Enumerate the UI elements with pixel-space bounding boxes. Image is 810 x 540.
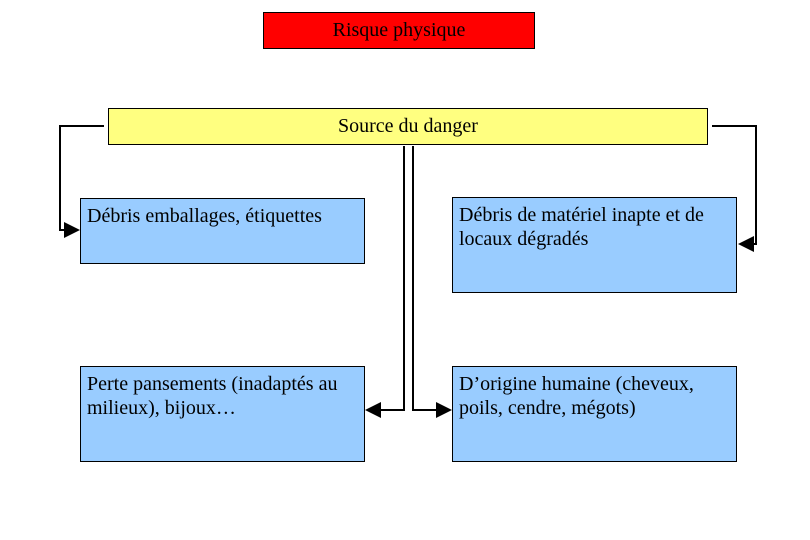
connector-center-left — [367, 146, 404, 410]
box-debris-materiel-text: Débris de matériel inapte et de locaux dégradés — [459, 204, 704, 250]
title-text: Risque physique — [332, 19, 466, 41]
box-origine-humaine-text: D’origine humaine (cheveux, poils, cendre, mégots) — [459, 373, 694, 419]
connector-center-right — [413, 146, 450, 410]
box-perte-pansements-text: Perte pansements (inadaptés au milieux), bijoux… — [87, 373, 338, 419]
box-origine-humaine — [452, 366, 737, 462]
title-box — [263, 12, 535, 49]
box-debris-emballages-text: Débris emballages, étiquettes — [87, 205, 322, 227]
box-perte-pansements — [80, 366, 365, 462]
source-box — [108, 108, 708, 145]
box-debris-emballages — [80, 198, 365, 264]
box-debris-materiel — [452, 197, 737, 293]
source-text: Source du danger — [338, 115, 478, 137]
